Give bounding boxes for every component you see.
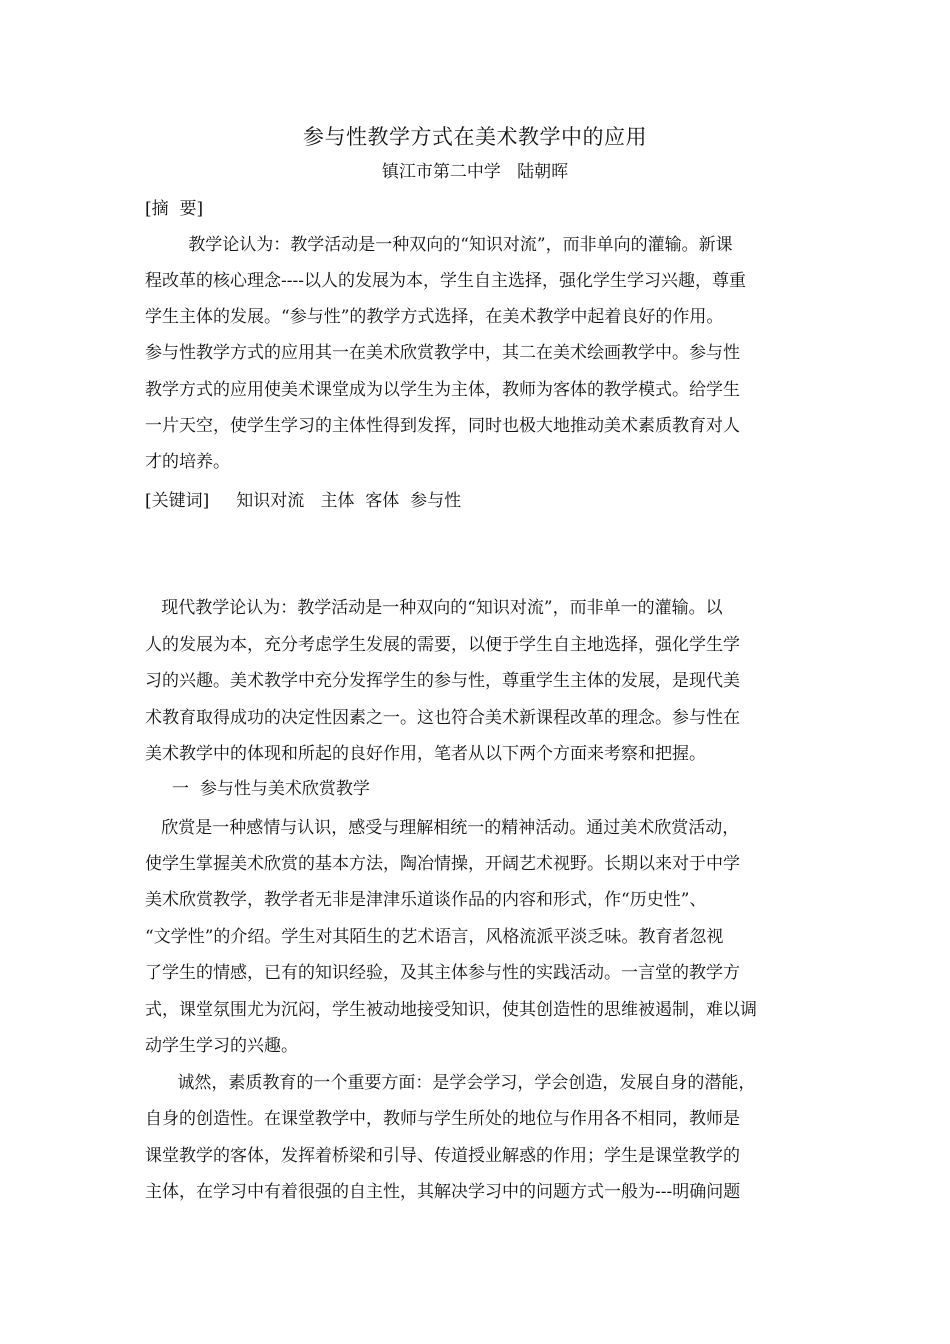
paragraph-line: 诚然，素质教育的一个重要方面：是学会学习，学会创造，发展自身的潜能， (145, 1073, 756, 1093)
intro-line: 术教育取得成功的决定性因素之一。这也符合美术新课程改革的理念。参与性在 (145, 708, 740, 728)
abstract-line: 教学方式的应用使美术课堂成为以学生为主体，教师为客体的教学模式。给学生 (145, 380, 740, 400)
paragraph-line: 自身的创造性。在课堂教学中，教师与学生所处的地位与作用各不相同，教师是 (145, 1109, 740, 1129)
abstract-line: 参与性教学方式的应用其一在美术欣赏教学中，其二在美术绘画教学中。参与性 (145, 343, 740, 363)
abstract-line: 程改革的核心理念----以人的发展为本，学生自主选择，强化学生学习兴趣，尊重 (145, 271, 746, 291)
paragraph-line: 动学生学习的兴趣。 (145, 1036, 298, 1056)
keywords-line: [关键词] 知识对流 主体 客体 参与性 (145, 491, 462, 511)
intro-line: 现代教学论认为：教学活动是一种双向的“知识对流”，而非单一的灌输。以 (145, 598, 723, 618)
paragraph-line: 课堂教学的客体，发挥着桥梁和引导、传道授业解惑的作用；学生是课堂教学的 (145, 1146, 740, 1166)
author-line: 镇江市第二中学 陆朝晖 (381, 162, 569, 182)
abstract-line: 学生主体的发展。“参与性”的教学方式选择，在美术教学中起着良好的作用。 (145, 307, 724, 327)
intro-line: 人的发展为本，充分考虑学生发展的需要，以便于学生自主地选择，强化学生学 (145, 635, 740, 655)
document-title: 参与性教学方式在美术教学中的应用 (303, 125, 647, 149)
paragraph-line: “文学性”的介绍。学生对其陌生的艺术语言，风格流派平淡乏味。教育者忽视 (145, 927, 724, 947)
paragraph-line: 美术欣赏教学，教学者无非是津津乐道谈作品的内容和形式，作“历史性”、 (145, 890, 707, 910)
paragraph-line: 欣赏是一种感情与认识，感受与理解相统一的精神活动。通过美术欣赏活动， (145, 818, 740, 838)
abstract-line: 教学论认为：教学活动是一种双向的“知识对流”，而非单向的灌输。新课 (145, 235, 733, 255)
paragraph-line: 使学生掌握美术欣赏的基本方法，陶冶情操，开阔艺术视野。长期以来对于中学 (145, 854, 740, 874)
paragraph-line: 了学生的情感，已有的知识经验，及其主体参与性的实践活动。一言堂的教学方 (145, 963, 740, 983)
intro-line: 美术教学中的体现和所起的良好作用，笔者从以下两个方面来考察和把握。 (145, 744, 706, 764)
abstract-line: 才的培养。 (145, 452, 230, 472)
intro-line: 习的兴趣。美术教学中充分发挥学生的参与性，尊重学生主体的发展，是现代美 (145, 671, 740, 691)
section-heading: 一 参与性与美术欣赏教学 (145, 779, 370, 799)
abstract-label: [摘 要] (145, 199, 204, 219)
abstract-line: 一片天空，使学生学习的主体性得到发挥，同时也极大地推动美术素质教育对人 (145, 416, 740, 436)
paragraph-line: 式，课堂氛围尤为沉闷，学生被动地接受知识，使其创造性的思维被遏制，难以调 (145, 1000, 757, 1020)
paragraph-line: 主体，在学习中有着很强的自主性，其解决学习中的问题方式一般为---明确问题 (145, 1182, 741, 1202)
